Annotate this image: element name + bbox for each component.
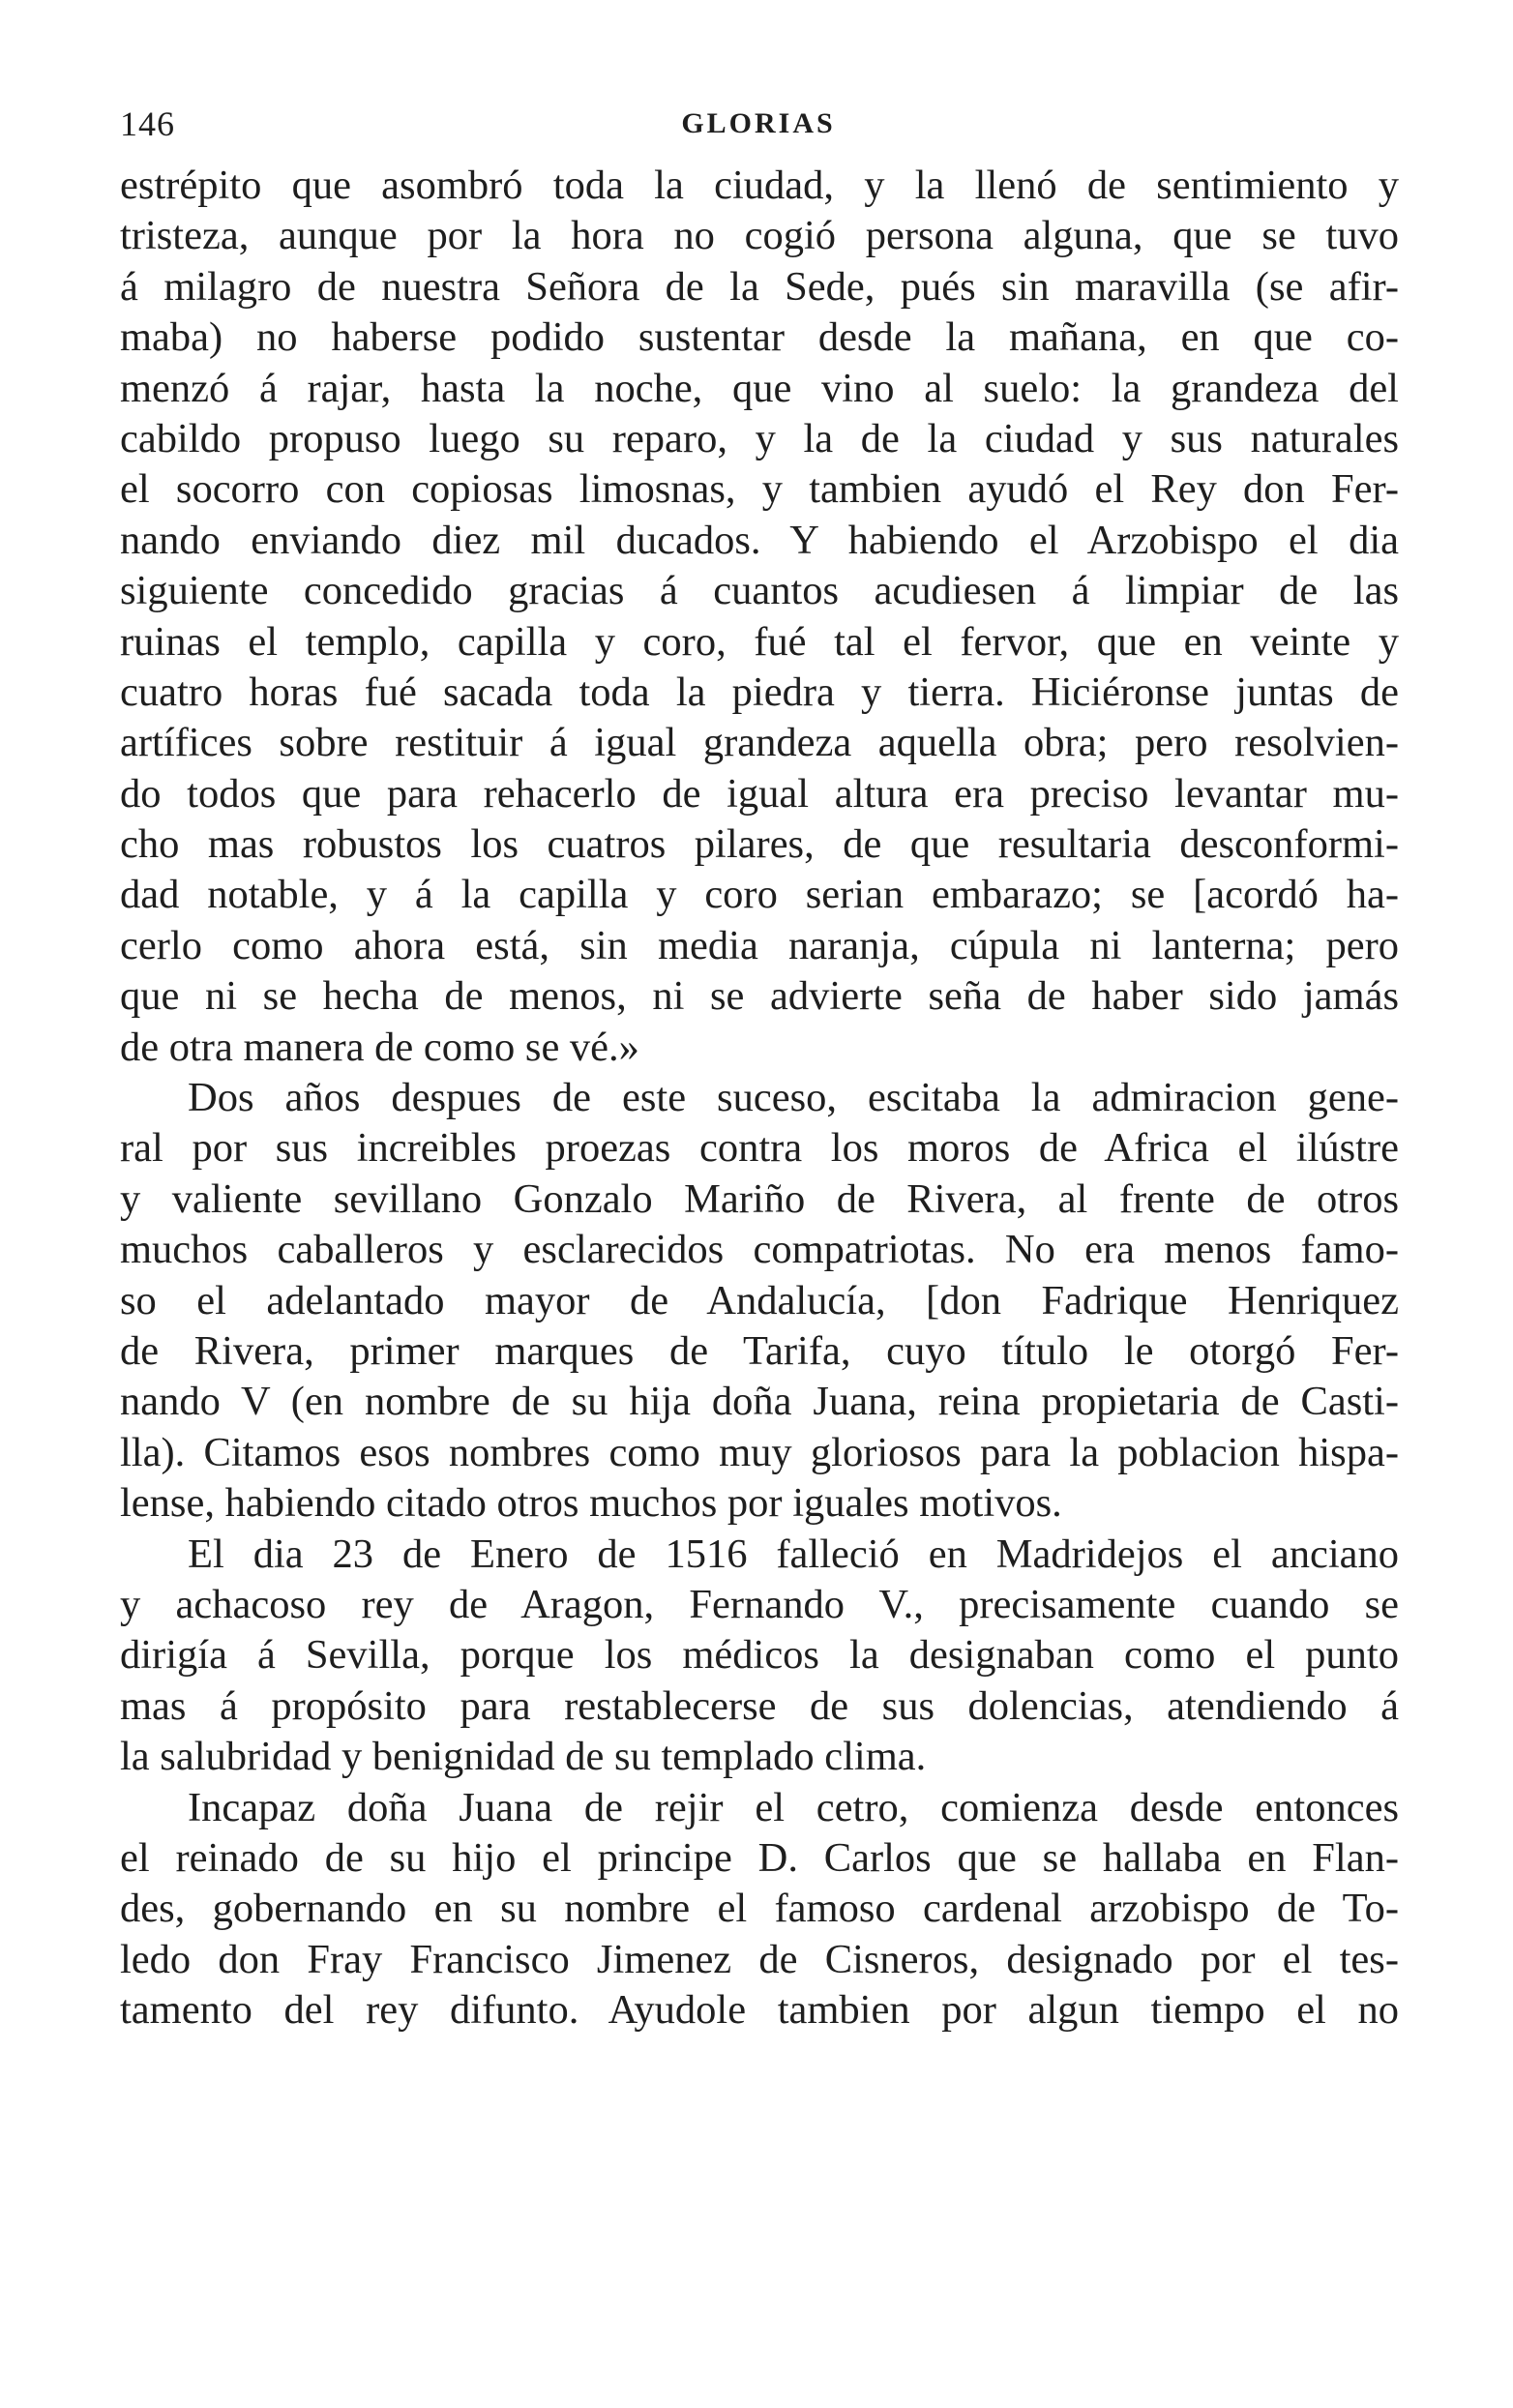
text-line: so el adelantado mayor de Andalucía, [don Fadrique Henriquez <box>120 1277 1399 1323</box>
text-line: Dos años despues de este suceso, escitaba la admiracion gene- <box>188 1075 1399 1121</box>
text-line: Incapaz doña Juana de rejir el cetro, comienza desde entonces <box>188 1784 1399 1830</box>
text-line: ral por sus increibles proezas contra los moros de Africa el ilústre <box>120 1125 1399 1172</box>
text-line: nando enviando diez mil ducados. Y habiendo el Arzobispo el dia <box>120 517 1399 563</box>
text-line: cerlo como ahora está, sin media naranja, cúpula ni lanterna; pero <box>120 922 1399 968</box>
text-line: estrépito que asombró toda la ciudad, y la llenó de sentimiento y <box>120 163 1399 208</box>
text-line: cho mas robustos los cuatros pilares, de que resultaria desconformi- <box>120 821 1399 868</box>
text-line: do todos que para rehacerlo de igual altura era preciso levantar mu- <box>120 770 1399 817</box>
text-line: á milagro de nuestra Señora de la Sede, pués sin maravilla (se afir- <box>120 263 1399 310</box>
text-line: el reinado de su hijo el principe D. Carlos que se hallaba en Flan- <box>120 1834 1399 1881</box>
page-number: 146 <box>120 104 175 143</box>
text-line: tristeza, aunque por la hora no cogió persona alguna, que se tuvo <box>120 213 1399 259</box>
text-line: y valiente sevillano Gonzalo Mariño de Rivera, al frente de otros <box>120 1175 1399 1222</box>
text-line: y achacoso rey de Aragon, Fernando V., precisamente cuando se <box>120 1581 1399 1627</box>
text-line: de otra manera de como se vé.» <box>120 1024 639 1070</box>
text-line: la salubridad y benignidad de su templado clima. <box>120 1734 927 1780</box>
text-line: el socorro con copiosas limosnas, y tambien ayudó el Rey don Fer- <box>120 466 1399 513</box>
text-line: lla). Citamos esos nombres como muy gloriosos para la poblacion hispa- <box>120 1429 1399 1475</box>
text-line: dad notable, y á la capilla y coro serian embarazo; se [acordó ha- <box>120 872 1399 918</box>
paragraph <box>120 1783 1399 2036</box>
running-title: GLORIAS <box>681 107 836 139</box>
text-line: nando V (en nombre de su hija doña Juana, reina propietaria de Casti- <box>120 1379 1399 1425</box>
text-line: ruinas el templo, capilla y coro, fué tal el fervor, que en veinte y <box>120 618 1399 665</box>
text-line: menzó á rajar, hasta la noche, que vino al suelo: la grandeza del <box>120 365 1399 411</box>
text-line: artífices sobre restituir á igual grandeza aquella obra; pero resolvien- <box>120 720 1399 766</box>
paragraph <box>120 161 1399 1073</box>
paragraph <box>120 1073 1399 1530</box>
paragraph <box>120 1530 1399 1783</box>
text-line: de Rivera, primer marques de Tarifa, cuyo título le otorgó Fer- <box>120 1327 1399 1374</box>
text-line: lense, habiendo citado otros muchos por iguales motivos. <box>120 1480 1062 1527</box>
text-line: maba) no haberse podido sustentar desde la mañana, en que co- <box>120 314 1399 361</box>
text-line: mas á propósito para restablecerse de sus dolencias, atendiendo á <box>120 1682 1399 1729</box>
body-text <box>120 161 1399 2036</box>
text-line: siguiente concedido gracias á cuantos acudiesen á limpiar de las <box>120 568 1399 614</box>
text-line: cabildo propuso luego su reparo, y la de la ciudad y sus naturales <box>120 415 1399 461</box>
text-line: cuatro horas fué sacada toda la piedra y tierra. Hiciéronse juntas de <box>120 669 1399 715</box>
text-line: tamento del rey difunto. Ayudole tambien por algun tiempo el no <box>120 1987 1399 2034</box>
running-header <box>120 104 1397 143</box>
text-line: des, gobernando en su nombre el famoso cardenal arzobispo de To- <box>120 1886 1399 1932</box>
text-line: ledo don Fray Francisco Jimenez de Cisneros, designado por el tes- <box>120 1936 1399 1982</box>
text-line: muchos caballeros y esclarecidos compatriotas. No era menos famo- <box>120 1227 1399 1273</box>
text-line: que ni se hecha de menos, ni se advierte seña de haber sido jamás <box>120 973 1399 1020</box>
text-line: El dia 23 de Enero de 1516 falleció en Madridejos el anciano <box>188 1531 1399 1577</box>
text-line: dirigía á Sevilla, porque los médicos la designaban como el punto <box>120 1632 1399 1679</box>
